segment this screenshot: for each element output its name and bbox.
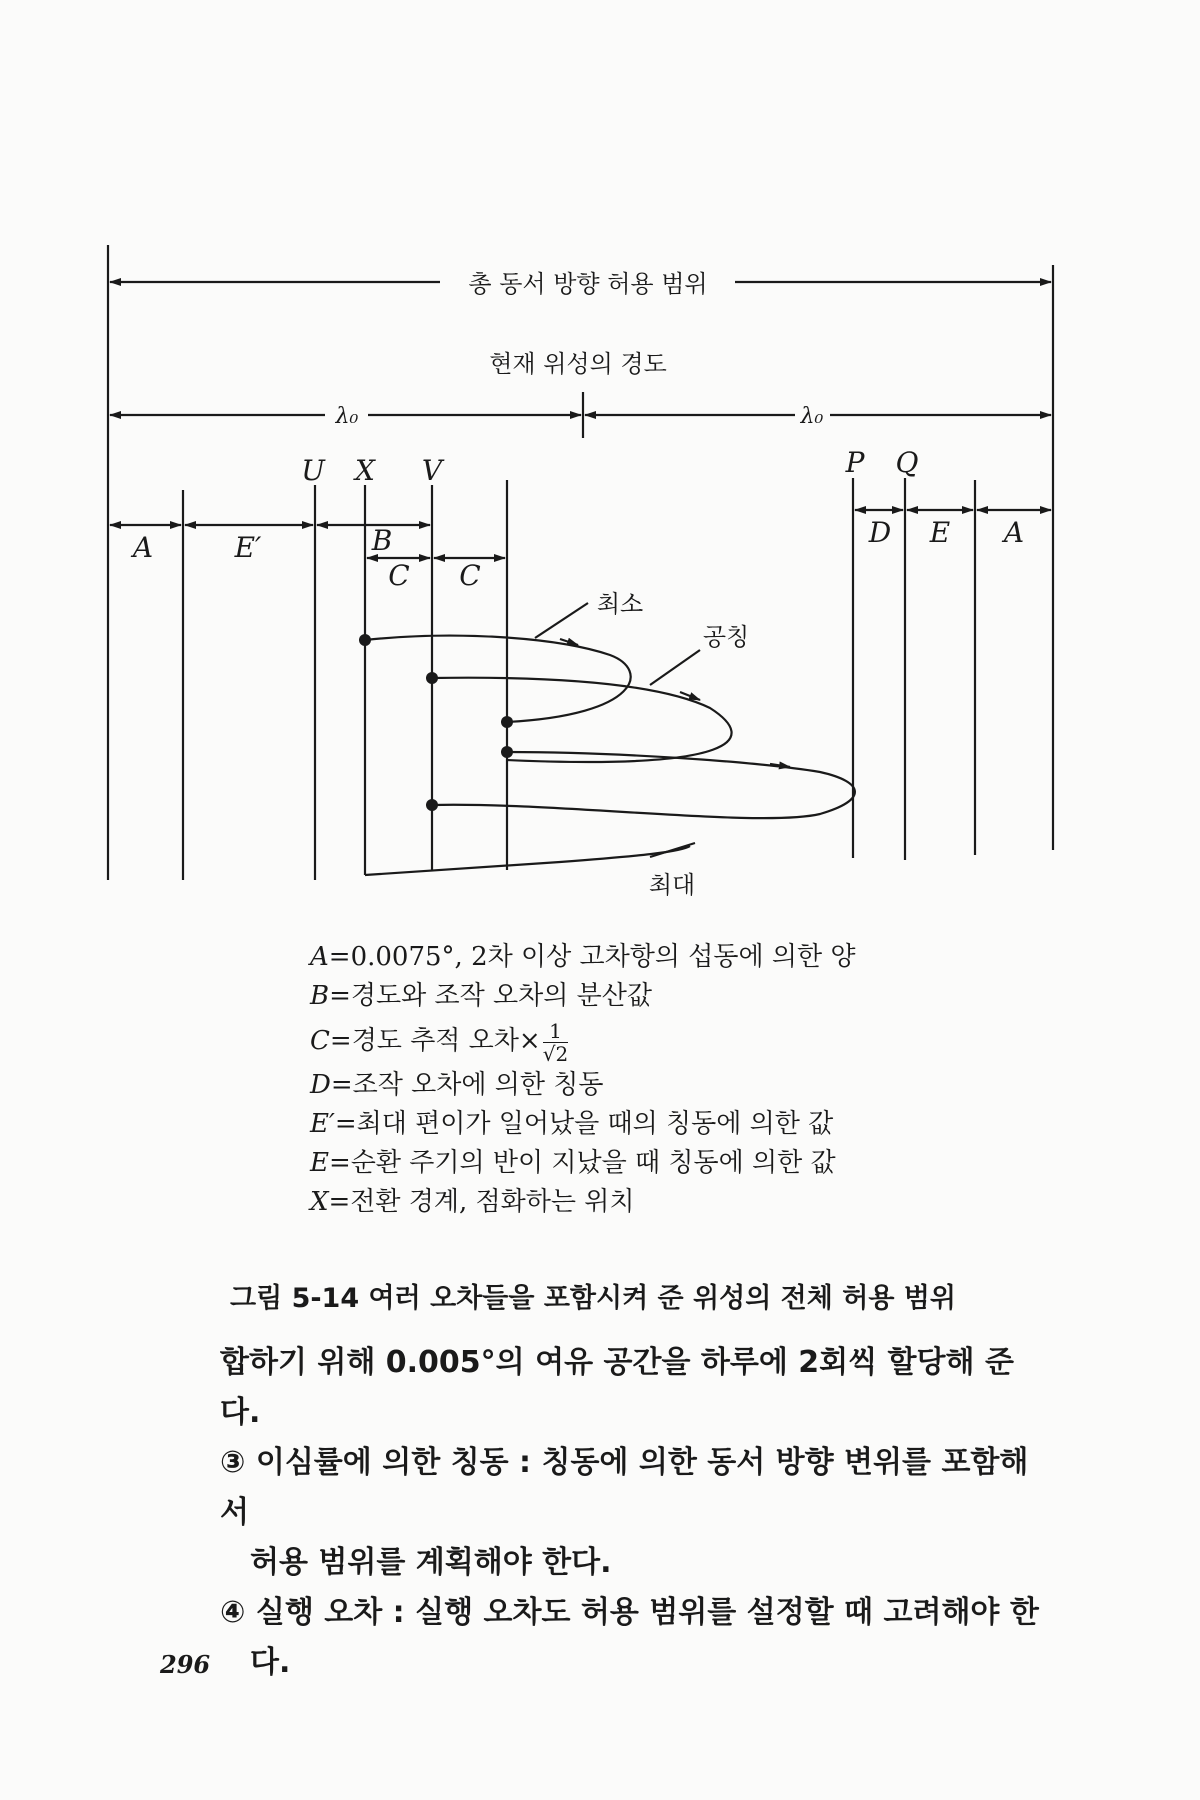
legend-row-x: X=전환 경계, 점화하는 위치 [310,1187,635,1217]
lambda-right-label: λ₀ [800,404,824,429]
legend-row-b: B=경도와 조작 오차의 분산값 [310,981,652,1011]
body-item-3: ③ 이심률에 의한 칭동 : 칭동에 의한 동서 방향 변위를 포함해서 [220,1445,1029,1530]
leader-min [535,603,588,638]
legend-row-c: C=경도 추적 오차× $\frac{1}{√2}$ [310,1018,569,1066]
body-item-4: ④ 실행 오차 : 실행 오차도 허용 범위를 설정할 때 고려해야 한 [220,1595,1039,1630]
legend-row-e-prime: E′=최대 편이가 일어났을 때의 칭동에 의한 값 [310,1109,834,1139]
current-longitude-label: 현재 위성의 경도 [489,350,667,378]
body-text [220,1338,1040,1688]
nominal-curve-label: 공칭 [702,623,750,651]
legend-row-d: D=조작 오차에 의한 칭동 [310,1070,604,1100]
dot-c-min-end [501,716,513,728]
body-item-3-continued: 허용 범위를 계획해야 한다. [250,1545,612,1580]
page-number: 296 [160,1650,211,1679]
seg-a-right-label: A [1003,516,1025,549]
dot-c-max [501,746,513,758]
label-v: V [421,454,443,487]
leader-max [650,843,695,857]
total-range-label: 총 동서 방향 허용 범위 [468,270,708,298]
figure-legend [310,938,855,1222]
seg-e-prime-label: E′ [234,531,262,564]
seg-c2-label: C [459,559,481,592]
label-q: Q [895,446,919,479]
seg-e-label: E [929,516,951,549]
seg-a-left-label: A [132,531,154,564]
label-p: P [845,446,865,479]
legend-row-a: A=0.0075°, 2차 이상 고차항의 섭동에 의한 양 [310,942,856,972]
label-u: U [301,454,325,487]
dot-x-min [359,634,371,646]
seg-c1-label: C [388,559,410,592]
seg-d-label: D [868,516,892,549]
max-curve-label: 최대 [648,871,696,899]
max-bottom-line [365,846,690,875]
dot-v-max-end [426,799,438,811]
figure-caption: 그림 5-14 여러 오차들을 포함시켜 준 위성의 전체 허용 범위 [230,1283,956,1314]
fraction-one-over-root-two: $\frac{1}{√2}$ [542,1018,569,1066]
min-curve-label: 최소 [596,590,644,618]
dot-v-nominal [426,672,438,684]
seg-b-label: B [371,524,393,557]
nominal-curve [432,678,732,762]
body-line-1: 합하기 위해 0.005°의 여유 공간을 하루에 2회씩 할당해 준다. [220,1345,1014,1430]
label-x: X [355,454,375,487]
max-curve [432,752,855,818]
leader-nominal [650,650,700,685]
body-item-4-continued: 다. [250,1645,291,1680]
legend-row-e: E=순환 주기의 반이 지났을 때 칭동에 의한 값 [310,1148,836,1178]
lambda-left-label: λ₀ [335,404,359,429]
